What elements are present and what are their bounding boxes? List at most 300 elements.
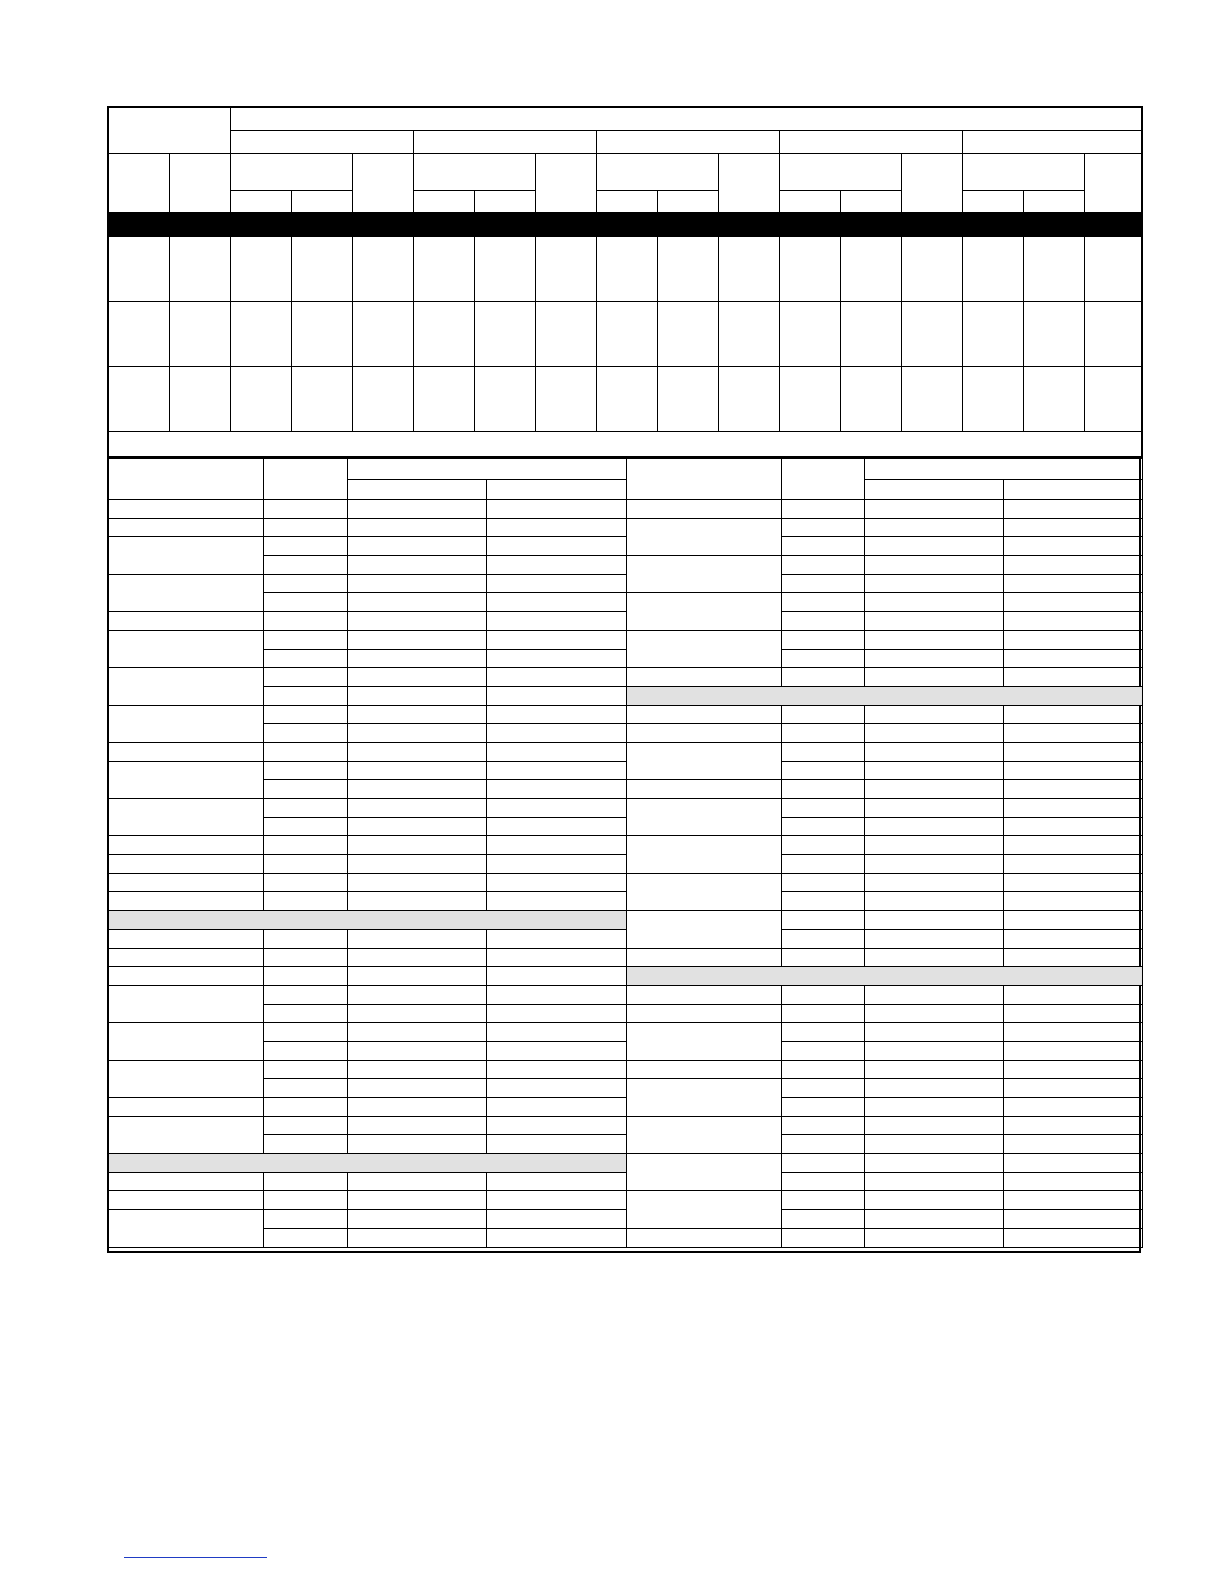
table-cell (264, 630, 348, 649)
grid-cell (474, 236, 535, 301)
table-cell (264, 574, 348, 593)
table-cell (627, 724, 782, 743)
table-cell (487, 686, 627, 705)
table-cell (348, 892, 487, 911)
table-row (109, 985, 627, 1004)
table-row (627, 1079, 1143, 1098)
table-cell (109, 1191, 264, 1210)
table-cell (865, 1228, 1004, 1247)
table-cell (865, 630, 1004, 649)
table-row (627, 1023, 1143, 1042)
table-cell (782, 1098, 865, 1117)
table-cell (865, 911, 1004, 930)
table-cell (264, 892, 348, 911)
table-cell (487, 1135, 627, 1154)
table-cell (1004, 1098, 1143, 1117)
column-header (109, 459, 264, 500)
table-row (627, 873, 1143, 892)
sub-column-header (487, 480, 627, 500)
table-cell (782, 948, 865, 967)
table-cell (782, 1079, 865, 1098)
black-band-divider (108, 212, 1142, 236)
grid-cell (474, 302, 535, 367)
subgroup-single-header (535, 153, 596, 212)
table-row (627, 1060, 1143, 1079)
table-cell (264, 742, 348, 761)
table-cell (487, 873, 627, 892)
section-header-cell (109, 911, 627, 930)
table-cell (1004, 817, 1143, 836)
column-group-header (348, 459, 627, 480)
table-cell (487, 948, 627, 967)
table-cell (264, 1098, 348, 1117)
sub-column-header (779, 190, 840, 212)
merged-label-cell (627, 799, 782, 836)
table-cell (865, 537, 1004, 556)
table-cell (1004, 537, 1143, 556)
table-cell (264, 612, 348, 631)
merged-label-cell (627, 1116, 782, 1153)
table-cell (865, 705, 1004, 724)
table-cell (348, 1191, 487, 1210)
table-cell (487, 799, 627, 818)
table-row (109, 761, 627, 780)
table-cell (865, 1191, 1004, 1210)
table-row (109, 705, 627, 724)
table-row (109, 518, 627, 537)
merged-label-cell (627, 1079, 782, 1116)
table-cell (487, 892, 627, 911)
grid-cell (413, 367, 474, 432)
table-cell (865, 1079, 1004, 1098)
table-row (627, 985, 1143, 1004)
table-cell (264, 500, 348, 519)
table-row (109, 612, 627, 631)
table-cell (782, 668, 865, 687)
table-cell (865, 948, 1004, 967)
table-row (109, 948, 627, 967)
table-cell (487, 1004, 627, 1023)
grid-cell (779, 236, 840, 301)
table-cell (782, 500, 865, 519)
subgroup-header (962, 153, 1084, 190)
grid-cell (108, 367, 169, 432)
group-header-5 (962, 130, 1142, 153)
grid-cell (657, 236, 718, 301)
table-cell (348, 873, 487, 892)
group-header-4 (779, 130, 962, 153)
grid-cell (291, 302, 352, 367)
table-cell (627, 705, 782, 724)
table-row (627, 948, 1143, 967)
grid-cell (352, 302, 413, 367)
table-cell (264, 518, 348, 537)
table-cell (1004, 705, 1143, 724)
table-cell (1004, 1079, 1143, 1098)
table-cell (782, 985, 865, 1004)
table-cell (264, 1172, 348, 1191)
grid-cell (1084, 302, 1142, 367)
table-cell (1004, 873, 1143, 892)
table-cell (487, 630, 627, 649)
table-cell (487, 855, 627, 874)
table-cell (348, 1172, 487, 1191)
table-cell (109, 892, 264, 911)
column-header (782, 459, 865, 500)
table-cell (1004, 612, 1143, 631)
table-cell (348, 1004, 487, 1023)
table-cell (782, 649, 865, 668)
table-cell (782, 593, 865, 612)
section-header-cell (627, 686, 1143, 705)
column-header (627, 459, 782, 500)
table-cell (109, 873, 264, 892)
table-cell (865, 1135, 1004, 1154)
merged-label-cell (627, 1154, 782, 1191)
table-cell (865, 873, 1004, 892)
table-cell (348, 1023, 487, 1042)
table-cell (1004, 1004, 1143, 1023)
grid-cell (413, 302, 474, 367)
table-cell (1004, 1210, 1143, 1229)
table-cell (487, 537, 627, 556)
table-cell (782, 836, 865, 855)
grid-cell (1084, 236, 1142, 301)
corner-header-cell (108, 107, 230, 153)
table-cell (782, 911, 865, 930)
table-cell (264, 780, 348, 799)
grid-cell (230, 302, 291, 367)
table-cell (264, 686, 348, 705)
sub-column-header (413, 190, 474, 212)
table-row (109, 929, 627, 948)
table-cell (782, 724, 865, 743)
grid-cell (169, 236, 230, 301)
grid-cell (901, 367, 962, 432)
subgroup-header (413, 153, 535, 190)
grid-cell (840, 236, 901, 301)
table-row (627, 518, 1143, 537)
merged-label-cell (109, 537, 264, 574)
grid-cell (535, 302, 596, 367)
table-row (109, 1172, 627, 1191)
group-header-1 (230, 130, 413, 153)
table-cell (1004, 836, 1143, 855)
table-cell (487, 518, 627, 537)
table-cell (487, 742, 627, 761)
table-cell (348, 724, 487, 743)
table-cell (782, 1023, 865, 1042)
table-cell (348, 686, 487, 705)
merged-label-cell (109, 985, 264, 1022)
table-row (109, 1060, 627, 1079)
grid-cell (108, 302, 169, 367)
grid-cell (1023, 236, 1084, 301)
table-cell (109, 1098, 264, 1117)
merged-label-cell (109, 630, 264, 667)
row-header-col-1 (108, 153, 169, 212)
data-row-2 (108, 302, 1142, 367)
table-cell (782, 780, 865, 799)
table-cell (109, 836, 264, 855)
table-row (109, 574, 627, 593)
subgroup-single-header (352, 153, 413, 212)
column-group-header (865, 459, 1143, 480)
table-row (627, 593, 1143, 612)
table-cell (264, 948, 348, 967)
table-cell (1004, 649, 1143, 668)
table-cell (348, 780, 487, 799)
table-cell (627, 1060, 782, 1079)
grid-cell (108, 236, 169, 301)
data-row-1 (108, 236, 1142, 301)
table-row (627, 1116, 1143, 1135)
table-cell (1004, 518, 1143, 537)
table-cell (348, 1079, 487, 1098)
merged-label-cell (109, 668, 264, 705)
grid-cell (596, 236, 657, 301)
table-cell (865, 724, 1004, 743)
grid-cell (596, 367, 657, 432)
merged-label-cell (627, 836, 782, 873)
grid-cell (962, 302, 1023, 367)
table-cell (782, 1041, 865, 1060)
table-cell (782, 929, 865, 948)
table-row (109, 1191, 627, 1210)
grid-cell (962, 367, 1023, 432)
table-row (109, 836, 627, 855)
table-cell (1004, 1116, 1143, 1135)
table-cell (865, 1210, 1004, 1229)
table-row (627, 705, 1143, 724)
table-cell (782, 1172, 865, 1191)
table-cell (865, 892, 1004, 911)
table-cell (1004, 799, 1143, 818)
table-row (109, 537, 627, 556)
merged-label-cell (109, 761, 264, 798)
footer-link[interactable] (124, 1557, 267, 1558)
table-cell (1004, 630, 1143, 649)
table-row (627, 911, 1143, 930)
table-cell (782, 612, 865, 631)
table-cell (348, 1060, 487, 1079)
table-cell (109, 518, 264, 537)
table-cell (865, 985, 1004, 1004)
merged-label-cell (627, 630, 782, 667)
table-cell (487, 836, 627, 855)
table-cell (782, 817, 865, 836)
table-row (627, 459, 1143, 480)
table-cell (348, 967, 487, 986)
table-row (627, 556, 1143, 575)
sub-column-header (291, 190, 352, 212)
table-cell (264, 1060, 348, 1079)
table-cell (865, 836, 1004, 855)
section-header-cell (627, 967, 1143, 986)
merged-label-cell (627, 1191, 782, 1228)
table-row (109, 873, 627, 892)
table-cell (1004, 892, 1143, 911)
table-cell (782, 855, 865, 874)
table-cell (264, 1116, 348, 1135)
table-cell (348, 855, 487, 874)
table-cell (487, 574, 627, 593)
grid-cell (535, 236, 596, 301)
table-cell (627, 1004, 782, 1023)
table-cell (487, 929, 627, 948)
sub-column-header (840, 190, 901, 212)
table-cell (782, 1154, 865, 1173)
table-cell (865, 1154, 1004, 1173)
table-cell (865, 761, 1004, 780)
merged-label-cell (627, 911, 782, 948)
table-cell (487, 1191, 627, 1210)
table-cell (348, 799, 487, 818)
table-cell (348, 574, 487, 593)
data-row-3 (108, 367, 1142, 432)
table-cell (487, 780, 627, 799)
right-sub-table (626, 458, 1143, 1248)
table-cell (1004, 1154, 1143, 1173)
merged-label-cell (627, 742, 782, 779)
grid-cell (169, 367, 230, 432)
table-cell (109, 929, 264, 948)
table-cell (348, 742, 487, 761)
table-cell (348, 556, 487, 575)
table-row (627, 1228, 1143, 1247)
table-cell (782, 1004, 865, 1023)
bottom-section (107, 458, 1141, 1253)
table-row (109, 459, 627, 480)
table-cell (487, 649, 627, 668)
table-cell (487, 612, 627, 631)
table-cell (1004, 1041, 1143, 1060)
table-cell (865, 742, 1004, 761)
note-row (108, 432, 1142, 457)
table-cell (865, 799, 1004, 818)
table-cell (487, 1023, 627, 1042)
table-row (109, 1210, 627, 1229)
table-row (627, 1191, 1143, 1210)
table-cell (264, 836, 348, 855)
section-row (109, 1154, 627, 1173)
merged-label-cell (109, 1023, 264, 1060)
grid-cell (413, 236, 474, 301)
table-cell (264, 724, 348, 743)
table-cell (865, 649, 1004, 668)
table-cell (782, 742, 865, 761)
table-cell (264, 929, 348, 948)
table-cell (865, 1023, 1004, 1042)
column-header (264, 459, 348, 500)
grid-cell (596, 302, 657, 367)
merged-label-cell (627, 873, 782, 910)
merged-label-cell (627, 518, 782, 555)
table-cell (782, 537, 865, 556)
table-cell (264, 537, 348, 556)
left-sub-table (108, 458, 627, 1248)
table-row (627, 1154, 1143, 1173)
table-row (109, 892, 627, 911)
table-row (627, 630, 1143, 649)
table-cell (1004, 574, 1143, 593)
table-cell (264, 1210, 348, 1229)
grid-cell (840, 367, 901, 432)
table-cell (865, 556, 1004, 575)
table-cell (348, 836, 487, 855)
table-cell (264, 873, 348, 892)
table-cell (487, 500, 627, 519)
grid-cell (535, 367, 596, 432)
table-cell (1004, 985, 1143, 1004)
merged-label-cell (109, 799, 264, 836)
table-cell (264, 1228, 348, 1247)
grid-cell (1023, 367, 1084, 432)
merged-label-cell (109, 574, 264, 611)
table-cell (1004, 855, 1143, 874)
table-cell (348, 612, 487, 631)
grid-cell (901, 302, 962, 367)
table-cell (264, 593, 348, 612)
table-cell (487, 1079, 627, 1098)
table-cell (1004, 1135, 1143, 1154)
grid-cell (779, 367, 840, 432)
grid-cell (962, 236, 1023, 301)
grid-cell (291, 367, 352, 432)
table-cell (865, 612, 1004, 631)
table-cell (865, 668, 1004, 687)
table-row (109, 668, 627, 687)
table-cell (1004, 500, 1143, 519)
table-row (109, 742, 627, 761)
table-cell (487, 1098, 627, 1117)
table-cell (264, 668, 348, 687)
table-row (627, 724, 1143, 743)
table-cell (1004, 761, 1143, 780)
table-cell (264, 855, 348, 874)
table-cell (348, 817, 487, 836)
table-cell (1004, 1023, 1143, 1042)
table-cell (109, 500, 264, 519)
table-cell (1004, 929, 1143, 948)
table-cell (348, 985, 487, 1004)
table-cell (348, 1228, 487, 1247)
table-cell (348, 630, 487, 649)
grid-cell (352, 367, 413, 432)
table-cell (264, 1135, 348, 1154)
top-grid-table (107, 106, 1143, 458)
table-cell (109, 1172, 264, 1191)
table-cell (865, 855, 1004, 874)
table-cell (348, 761, 487, 780)
grid-cell (657, 367, 718, 432)
table-cell (782, 799, 865, 818)
table-cell (264, 649, 348, 668)
table-cell (782, 1116, 865, 1135)
table-row (109, 1116, 627, 1135)
table-cell (782, 761, 865, 780)
grid-cell (352, 236, 413, 301)
table-cell (348, 705, 487, 724)
grid-cell (779, 302, 840, 367)
subgroup-header (779, 153, 901, 190)
table-cell (782, 1135, 865, 1154)
table-cell (348, 649, 487, 668)
table-cell (782, 1191, 865, 1210)
table-cell (1004, 1228, 1143, 1247)
table-row (109, 630, 627, 649)
table-cell (264, 1079, 348, 1098)
